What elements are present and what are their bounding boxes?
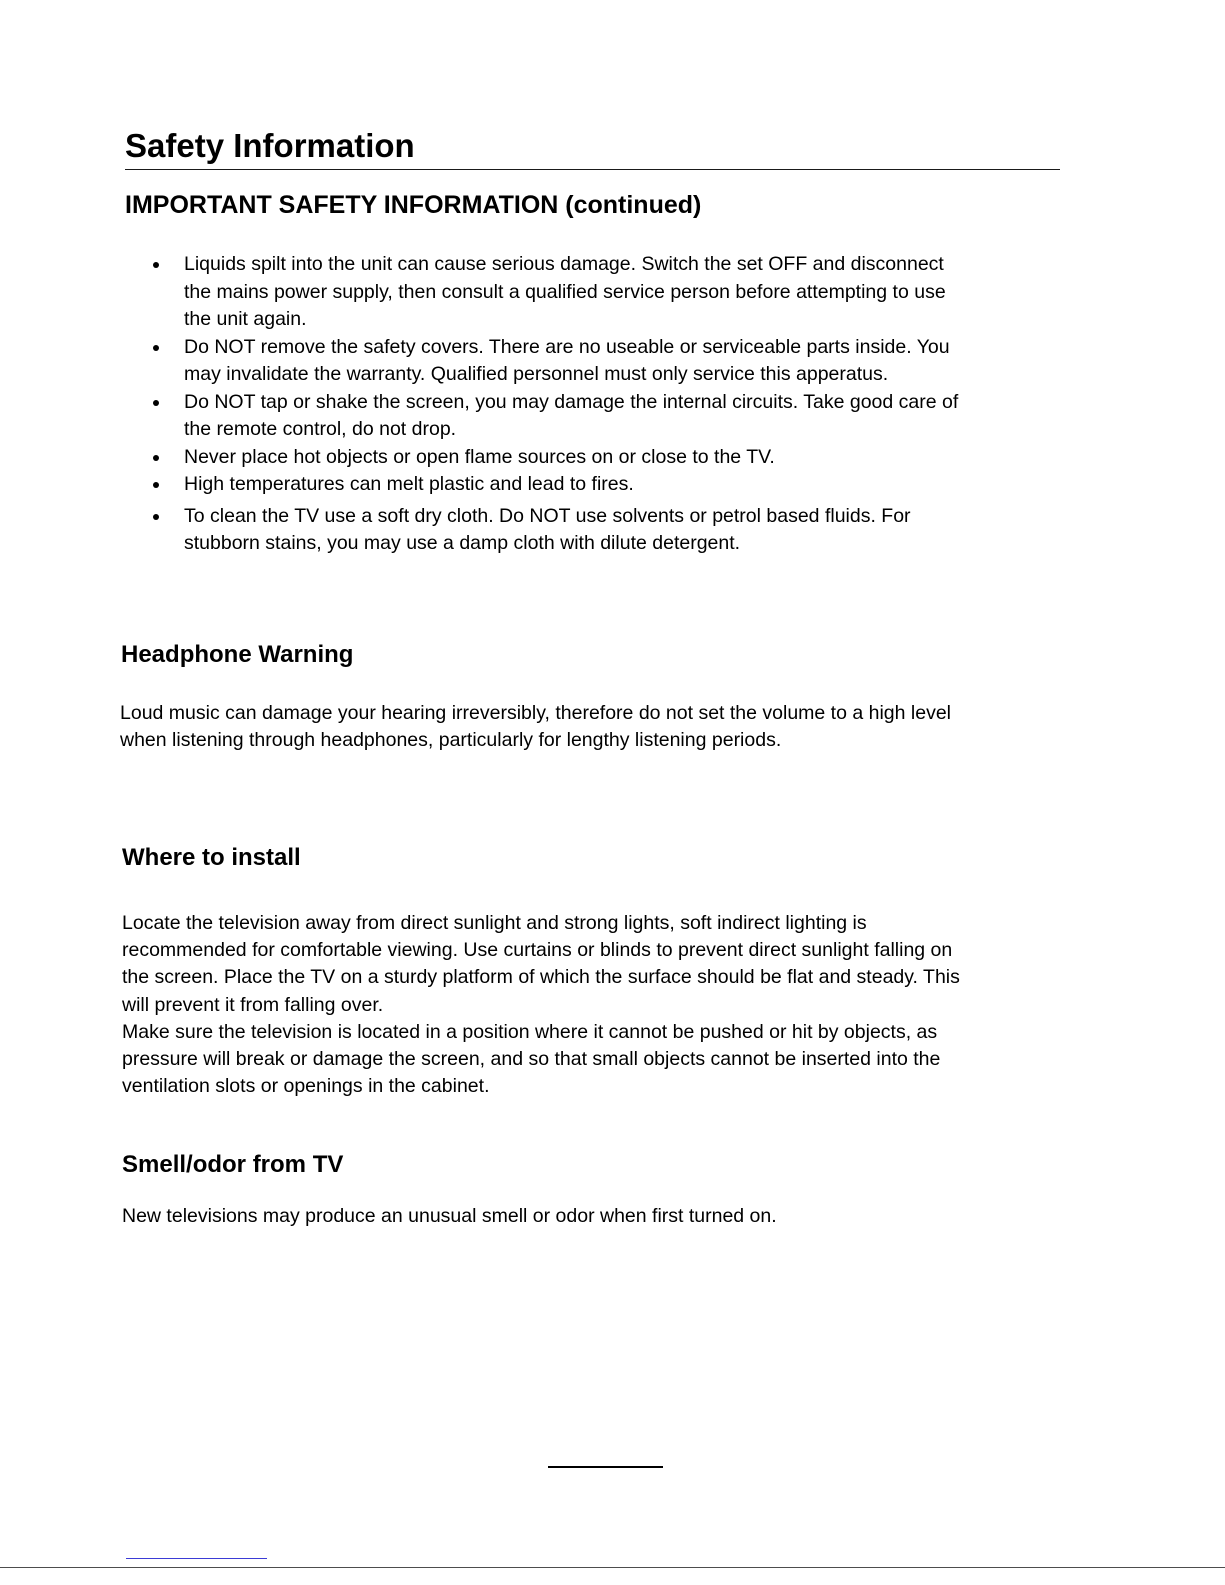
footer-link-underline [126,1558,267,1559]
list-item-text: To clean the TV use a soft dry cloth. Do NOT use solvents or petrol based fluids. For stubborn stains, you may use a damp cloth with dilute detergent. [184,504,911,554]
where-to-install-heading: Where to install [122,844,301,871]
page-title: Safety Information [125,127,415,164]
list-item-text: High temperatures can melt plastic and lead to fires. [184,473,634,495]
bullet-icon [153,514,159,520]
where-to-install-body [122,910,972,1100]
page-number-rule [548,1466,663,1468]
list-item [150,334,965,389]
bullet-icon [153,400,159,406]
safety-bullet-list [150,251,965,558]
list-item [150,503,965,558]
list-item [150,471,965,499]
bullet-icon [153,455,159,461]
list-item-text: Never place hot objects or open flame sources on or close to the TV. [184,445,775,468]
list-item [150,444,965,472]
list-item-text: Liquids spilt into the unit can cause serious damage. Switch the set OFF and disconnect the mains power supply, then consult a qualified service person before attempting to use the unit again. [184,253,946,330]
bullet-icon [153,482,159,488]
where-to-install-text: Locate the television away from direct sunlight and strong lights, soft indirect lighting is recommended for comfortable viewing. Use curtains or blinds to prevent direct sunlight falling on the screen. Place the TV on a sturdy platform of which the surface should be flat and steady. This will prevent it from falling over. [122,912,960,1016]
list-item-text: Do NOT tap or shake the screen, you may damage the internal circuits. Take good care of the remote control, do not drop. [184,390,959,440]
list-item [150,389,965,444]
important-safety-heading: IMPORTANT SAFETY INFORMATION (continued) [125,191,702,219]
smell-odor-heading: Smell/odor from TV [122,1151,344,1178]
headphone-warning-heading: Headphone Warning [121,641,354,668]
page-bottom-border [0,1567,1225,1568]
smell-odor-text: New televisions may produce an unusual smell or odor when first turned on. [122,1205,777,1227]
bullet-icon [153,345,159,351]
bullet-icon [153,262,159,268]
list-item [150,251,965,334]
where-to-install-text-2: Make sure the television is located in a position where it cannot be pushed or hit by objects, as pressure will break or damage the screen, and so that small objects cannot be inserted into the ventilation slots or openings in the cabinet. [122,1020,941,1098]
title-divider [125,169,1060,170]
list-item-text: Do NOT remove the safety covers. There are no useable or serviceable parts inside. You may invalidate the warranty. Qualified personnel must only service this apperatus. [184,335,950,385]
headphone-warning-text: Loud music can damage your hearing irreversibly, therefore do not set the volume to a high level when listening through headphones, particularly for lengthy listening periods. [120,702,952,752]
